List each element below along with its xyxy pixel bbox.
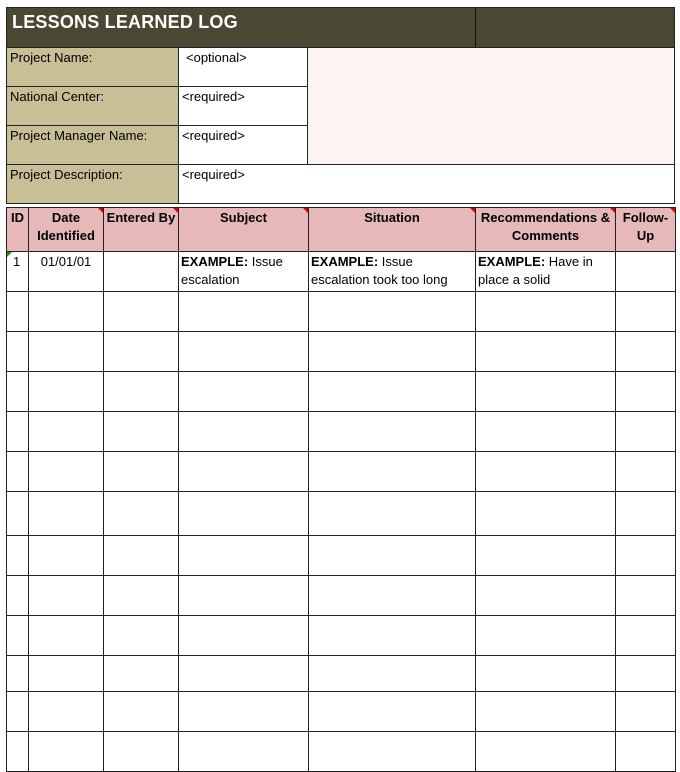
table-row <box>7 492 676 536</box>
empty-cell[interactable] <box>309 412 476 452</box>
empty-cell[interactable] <box>179 452 309 492</box>
table-row <box>7 732 676 772</box>
row-situation-cell[interactable] <box>309 252 476 292</box>
empty-cell[interactable] <box>616 412 676 452</box>
row-follow-up-cell[interactable] <box>616 252 676 292</box>
empty-cell[interactable] <box>476 372 616 412</box>
empty-cell[interactable] <box>179 536 309 576</box>
empty-cell[interactable] <box>476 536 616 576</box>
row-recommendations-cell[interactable] <box>476 252 616 292</box>
row-subject-cell[interactable] <box>179 252 309 292</box>
empty-cell[interactable] <box>7 692 29 732</box>
lessons-log-table <box>6 207 676 772</box>
empty-cell[interactable] <box>616 692 676 732</box>
header-date-identified <box>29 208 104 252</box>
empty-cell[interactable] <box>179 656 309 692</box>
empty-cell[interactable] <box>29 576 104 616</box>
example-label: EXAMPLE: <box>181 254 249 269</box>
empty-cell[interactable] <box>476 492 616 536</box>
project-name-label: Project Name: <box>7 48 179 87</box>
header-follow-up-label: Follow-Up <box>622 210 669 243</box>
empty-cell[interactable] <box>179 372 309 412</box>
empty-cell[interactable] <box>7 412 29 452</box>
empty-cell[interactable] <box>309 536 476 576</box>
empty-cell[interactable] <box>29 372 104 412</box>
comment-marker-icon[interactable] <box>670 208 675 213</box>
empty-cell[interactable] <box>476 292 616 332</box>
empty-cell[interactable] <box>476 412 616 452</box>
example-label: EXAMPLE: <box>478 254 546 269</box>
example-label: EXAMPLE: <box>311 254 379 269</box>
empty-cell[interactable] <box>309 292 476 332</box>
empty-cell[interactable] <box>476 332 616 372</box>
empty-cell[interactable] <box>616 292 676 332</box>
empty-cell[interactable] <box>616 492 676 536</box>
row-id: 1 <box>13 254 21 269</box>
empty-cell[interactable] <box>7 292 29 332</box>
row-id-cell[interactable] <box>7 252 29 292</box>
empty-cell[interactable] <box>476 656 616 692</box>
empty-cell[interactable] <box>616 732 676 772</box>
empty-cell[interactable] <box>179 616 309 656</box>
empty-cell[interactable] <box>104 412 179 452</box>
empty-cell[interactable] <box>309 492 476 536</box>
empty-cell[interactable] <box>29 452 104 492</box>
table-row <box>7 692 676 732</box>
empty-cell[interactable] <box>7 576 29 616</box>
title-bar <box>6 7 675 48</box>
national-center-field[interactable]: <required> <box>179 87 308 126</box>
empty-cell[interactable] <box>29 332 104 372</box>
header-recommendations <box>476 208 616 252</box>
header-recommendations-label: Recommendations & Comments <box>480 210 611 243</box>
empty-cell[interactable] <box>179 332 309 372</box>
table-row <box>7 452 676 492</box>
empty-cell[interactable] <box>179 692 309 732</box>
empty-cell[interactable] <box>7 372 29 412</box>
empty-cell[interactable] <box>29 656 104 692</box>
header-subject <box>179 208 309 252</box>
table-row <box>7 656 676 692</box>
empty-cell[interactable] <box>29 692 104 732</box>
empty-cell[interactable] <box>29 292 104 332</box>
empty-cell[interactable] <box>179 732 309 772</box>
page-title: LESSONS LEARNED LOG <box>12 12 238 32</box>
empty-cell[interactable] <box>616 452 676 492</box>
empty-cell[interactable] <box>7 732 29 772</box>
table-row <box>7 332 676 372</box>
empty-cell[interactable] <box>476 732 616 772</box>
recommendations-text: Have in place a solid <box>478 254 593 287</box>
empty-cell[interactable] <box>179 492 309 536</box>
empty-cell[interactable] <box>7 616 29 656</box>
empty-cell[interactable] <box>7 492 29 536</box>
empty-cell[interactable] <box>476 576 616 616</box>
table-row <box>7 252 676 292</box>
empty-cell[interactable] <box>309 692 476 732</box>
empty-cell[interactable] <box>104 576 179 616</box>
empty-cell[interactable] <box>29 492 104 536</box>
empty-cell[interactable] <box>476 616 616 656</box>
empty-cell[interactable] <box>309 656 476 692</box>
table-row <box>7 616 676 656</box>
empty-cell[interactable] <box>104 692 179 732</box>
header-situation <box>309 208 476 252</box>
empty-cell[interactable] <box>29 536 104 576</box>
header-entered-by <box>104 208 179 252</box>
table-row <box>7 372 676 412</box>
empty-cell[interactable] <box>104 616 179 656</box>
header-id: ID <box>7 208 29 252</box>
empty-cell[interactable] <box>104 536 179 576</box>
row-date-cell[interactable]: 01/01/01 <box>29 252 104 292</box>
empty-cell[interactable] <box>616 656 676 692</box>
empty-cell[interactable] <box>309 452 476 492</box>
comment-marker-icon[interactable] <box>303 208 308 213</box>
title-divider <box>475 8 476 47</box>
empty-cell[interactable] <box>616 332 676 372</box>
header-subject-label: Subject <box>220 210 267 225</box>
project-description-field[interactable]: <required> <box>179 165 675 204</box>
table-row <box>7 536 676 576</box>
empty-cell[interactable] <box>179 292 309 332</box>
empty-cell[interactable] <box>616 616 676 656</box>
header-entered-label: Entered By <box>106 210 176 225</box>
table-row <box>7 292 676 332</box>
empty-cell[interactable] <box>104 452 179 492</box>
empty-cell[interactable] <box>179 412 309 452</box>
empty-cell[interactable] <box>616 576 676 616</box>
situation-text: Issue escalation took too long <box>311 254 448 287</box>
table-row <box>7 412 676 452</box>
project-description-label: Project Description: <box>7 165 179 204</box>
empty-cell[interactable] <box>309 732 476 772</box>
empty-cell[interactable] <box>7 656 29 692</box>
comment-marker-icon[interactable] <box>98 208 103 213</box>
empty-cell[interactable] <box>476 692 616 732</box>
empty-cell[interactable] <box>7 536 29 576</box>
empty-cell[interactable] <box>179 576 309 616</box>
empty-cell[interactable] <box>309 332 476 372</box>
empty-cell[interactable] <box>104 292 179 332</box>
empty-cell[interactable] <box>616 536 676 576</box>
empty-cell[interactable] <box>309 576 476 616</box>
project-manager-label: Project Manager Name: <box>7 126 179 165</box>
cell-marker-icon <box>7 252 12 257</box>
empty-cell[interactable] <box>104 372 179 412</box>
header-situation-label: Situation <box>364 210 420 225</box>
empty-cell[interactable] <box>104 332 179 372</box>
empty-cell[interactable] <box>104 732 179 772</box>
empty-cell[interactable] <box>309 372 476 412</box>
empty-cell[interactable] <box>476 452 616 492</box>
comment-marker-icon[interactable] <box>470 208 475 213</box>
info-blank-area <box>308 48 675 165</box>
row-entered-cell[interactable] <box>104 252 179 292</box>
empty-cell[interactable] <box>104 656 179 692</box>
empty-cell[interactable] <box>104 492 179 536</box>
table-row <box>7 576 676 616</box>
header-date-label: Date Identified <box>37 210 95 243</box>
empty-cell[interactable] <box>29 412 104 452</box>
empty-cell[interactable] <box>7 452 29 492</box>
empty-cell[interactable] <box>616 372 676 412</box>
project-name-field[interactable]: <optional> <box>179 48 308 87</box>
national-center-label: National Center: <box>7 87 179 126</box>
comment-marker-icon[interactable] <box>610 208 615 213</box>
empty-rows <box>7 292 676 772</box>
empty-cell[interactable] <box>309 616 476 656</box>
subject-text: Issue escalation <box>181 254 283 287</box>
comment-marker-icon[interactable] <box>173 208 178 213</box>
empty-cell[interactable] <box>29 732 104 772</box>
header-follow-up <box>616 208 676 252</box>
project-manager-field[interactable]: <required> <box>179 126 308 165</box>
empty-cell[interactable] <box>7 332 29 372</box>
empty-cell[interactable] <box>29 616 104 656</box>
project-info-table <box>6 47 675 204</box>
